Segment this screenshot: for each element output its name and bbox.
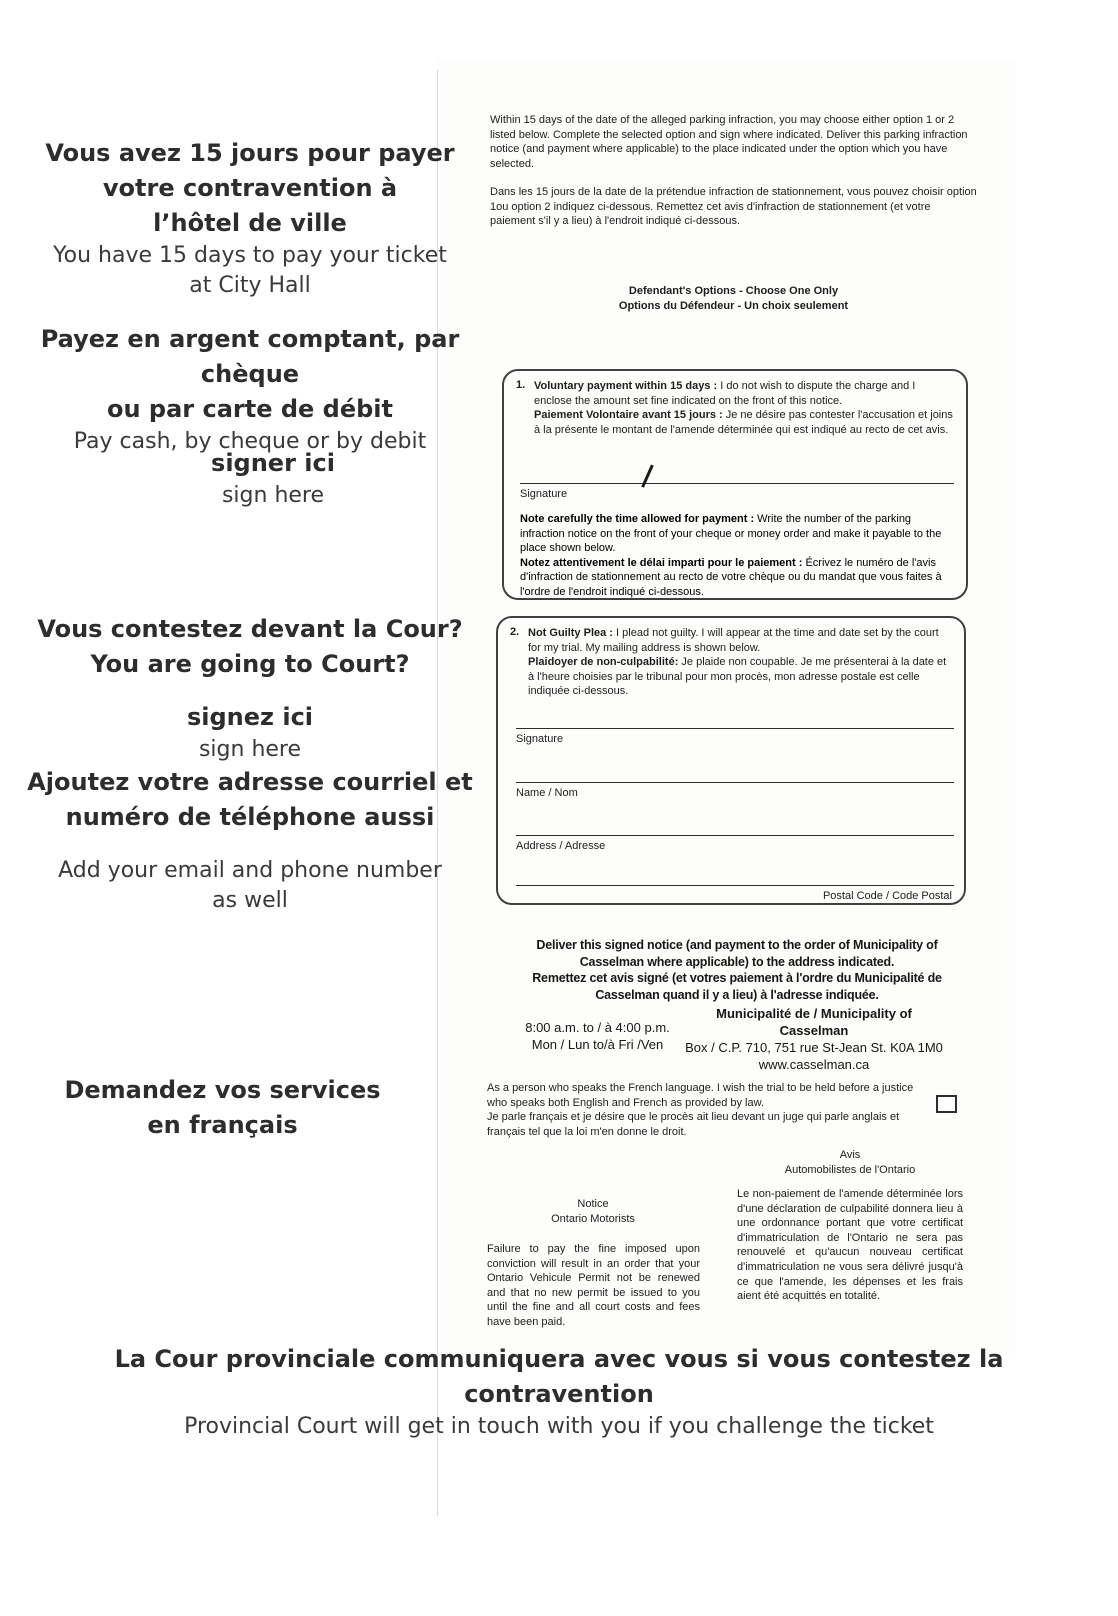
- option1-signature-line: [520, 483, 954, 484]
- name-line: [516, 782, 954, 783]
- annotation-sign-here-2: [10, 700, 490, 835]
- text-line: Payez en argent comptant, par chèque: [40, 325, 460, 388]
- text-line: at City Hall: [189, 273, 311, 298]
- notice-body: Failure to pay the fine imposed upon conviction will result in an order that your Ontario Vehicule Permit not be renewed and that no new permit be issued to you until the fine and all court costs and fees have been paid.: [487, 1243, 700, 1328]
- french-trial-checkbox: [936, 1095, 957, 1113]
- text-line: signer ici: [211, 449, 335, 477]
- text-line: as well: [212, 888, 288, 913]
- note-fr: [520, 556, 956, 600]
- text-line: numéro de téléphone aussi: [65, 803, 435, 831]
- note-body-en: Write the number of the parking infraction notice on the front of your cheque or money order and make it payable to the place shown below.: [520, 513, 942, 555]
- option2-number: 2.: [510, 626, 520, 638]
- text-line: Provincial Court will get in touch with you if you challenge the ticket: [184, 1414, 934, 1439]
- text-line: You are going to Court?: [90, 650, 410, 678]
- handwritten-slash-mark: [641, 465, 653, 488]
- text-line: Pay cash, by cheque or by debit: [73, 429, 427, 454]
- note-body-fr: Écrivez le numéro de l'avis d'infraction de stationnement au recto de votre chèque ou du mandat que vous faites à l'ordre de l'endroit indiqué ci-dessous.: [520, 556, 942, 598]
- annotation-french-services: [0, 1073, 445, 1143]
- defendants-options-heading: [490, 284, 977, 313]
- annotation-going-to-court: [10, 612, 490, 682]
- annotation-add-contact: [10, 856, 490, 916]
- notice-title: [498, 1197, 688, 1226]
- address-line: [516, 835, 954, 836]
- text-line: Vous avez 15 jours pour payer: [45, 139, 455, 167]
- note-title-fr: Notez attentivement le délai imparti pour le paiement :: [520, 556, 803, 569]
- option2-text-fr: [528, 655, 954, 699]
- text-line: l’hôtel de ville: [153, 209, 347, 237]
- option2-text-en: [528, 626, 954, 655]
- text-line: Casselman: [779, 1023, 849, 1038]
- text-line: Options du Défendeur - Un choix seulement: [618, 299, 849, 312]
- text-line: Demandez vos services: [64, 1076, 381, 1104]
- text-line: signez ici: [186, 703, 314, 731]
- option1-number: 1.: [516, 379, 526, 391]
- text-line: Ajoutez votre adresse courriel et: [27, 768, 473, 796]
- option2-signature-label: Signature: [516, 733, 564, 745]
- french-trial-request: [487, 1081, 932, 1139]
- option1-title-en: Voluntary payment within 15 days :: [534, 380, 718, 392]
- text-line: 8:00 a.m. to / à 4:00 p.m.: [525, 1020, 670, 1035]
- option2-body-fr: Je plaide non coupable. Je me présenterai à la date et à l'heure choisies par le tribunal pour mon procès, mon adresse postale est celle indiquée ci-dessous.: [528, 656, 947, 698]
- text-line: You have 15 days to pay your ticket: [53, 243, 447, 268]
- text-line: sign here: [198, 737, 302, 762]
- postal-label: Postal Code / Code Postal: [822, 890, 952, 902]
- text-line: votre contravention à: [102, 174, 398, 202]
- annotation-payment-methods: [10, 322, 490, 457]
- text-line: Mon / Lun to/à Fri /Ven: [531, 1037, 664, 1052]
- option1-note: [520, 512, 956, 600]
- text-line: Automobilistes de l'Ontario: [784, 1163, 916, 1176]
- option2-title-fr: Plaidoyer de non-culpabilité:: [528, 656, 679, 669]
- annotation-footer: [59, 1342, 1059, 1442]
- text-line: Vous contestez devant la Cour?: [37, 615, 463, 643]
- text-line: sign here: [221, 483, 325, 508]
- text-line: Municipalité de / Municipality of: [716, 1006, 912, 1021]
- french-request-en: As a person who speaks the French language. I wish the trial to be held before a justice who speaks both English and French as provided by law.: [487, 1082, 914, 1109]
- text-line: contravention: [464, 1380, 654, 1408]
- avis-title: [737, 1148, 963, 1177]
- municipality-address: [648, 1005, 980, 1073]
- avis-body: Le non-paiement de l'amende déterminée lors d'une déclaration de culpabilité donnera lieu à une ordonnance portant que votre certificat d'immatriculation de l'Ontario ne sera pas renouvelé et qu'aucun nouveau certificat d'immatriculation ne vous sera délivré jusqu'à ce que l'amende, les dépenses et les frais aient été acquittés en totalité.: [737, 1188, 963, 1303]
- note-en: [520, 512, 956, 556]
- option2-box: [496, 616, 966, 905]
- annotation-sign-here-1: [23, 446, 523, 511]
- option1-body-fr: Je ne désire pas contester l'accusation et joins à la présente le montant de l'amende déterminée qui est indiqué au recto de cet avis.: [534, 409, 953, 436]
- text-line: Defendant's Options - Choose One Only: [628, 285, 839, 297]
- note-title-en: Note carefully the time allowed for payment :: [520, 513, 755, 525]
- french-request-fr: Je parle français et je désire que le procès ait lieu devant un juge qui parle anglais et français tel que la loi m'en donne le droit.: [487, 1111, 900, 1138]
- text-line: Avis: [839, 1149, 861, 1161]
- text-line: Notice: [577, 1198, 609, 1210]
- deliver-en: Deliver this signed notice (and payment to the order of Municipality of Casselman where applicable) to the address indicated.: [536, 938, 938, 969]
- deliver-fr: Remettez cet avis signé (et votres paiement à l'ordre du Municipalité de Casselman quand il y a lieu) à l'adresse indiquée.: [532, 971, 942, 1002]
- option1-text-fr: [534, 408, 956, 437]
- option1-signature-label: Signature: [520, 488, 568, 500]
- option2-title-en: Not Guilty Plea :: [528, 627, 613, 639]
- option2-body-en: I plead not guilty. I will appear at the time and date set by the court for my trial. My mailing address is shown below.: [528, 627, 939, 654]
- form-intro-en: Within 15 days of the date of the alleged parking infraction, you may choose either option 1 or 2 listed below. Complete the selected option and sign where indicated. Deliver this parking infraction notice (and payment where applicable) to the place indicated under the option which you have selected.: [490, 114, 968, 170]
- postal-line: [516, 885, 954, 886]
- form-intro-fr: Dans les 15 jours de la date de la prétendue infraction de stationnement, vous pouvez choisir option 1ou option 2 indiquez ci-dessous. Remettez cet avis d'infraction de stationnement (et votre paiement s'il y a lieu) à l'endroit indiqué ci-dessous.: [490, 186, 977, 228]
- text-line: Ontario Motorists: [551, 1212, 635, 1225]
- annotation-pay-deadline: [20, 136, 480, 301]
- option1-box: [502, 369, 968, 600]
- text-line: La Cour provinciale communiquera avec vous si vous contestez la: [114, 1345, 1004, 1373]
- text-line: Add your email and phone number: [58, 858, 442, 883]
- option1-text-en: [534, 379, 956, 408]
- municipality-website: www.casselman.ca: [758, 1057, 870, 1072]
- name-label: Name / Nom: [516, 787, 578, 799]
- text-line: ou par carte de débit: [106, 395, 393, 423]
- option1-body-en: I do not wish to dispute the charge and I enclose the amount set fine indicated on the front of this notice.: [534, 380, 916, 407]
- text-line: Box / C.P. 710, 751 rue St-Jean St. K0A 1M0: [685, 1040, 943, 1055]
- text-line: en français: [147, 1111, 298, 1139]
- deliver-instructions: [512, 937, 962, 1003]
- address-label: Address / Adresse: [516, 840, 606, 852]
- option2-signature-line: [516, 728, 954, 729]
- option1-title-fr: Paiement Volontaire avant 15 jours :: [534, 409, 723, 422]
